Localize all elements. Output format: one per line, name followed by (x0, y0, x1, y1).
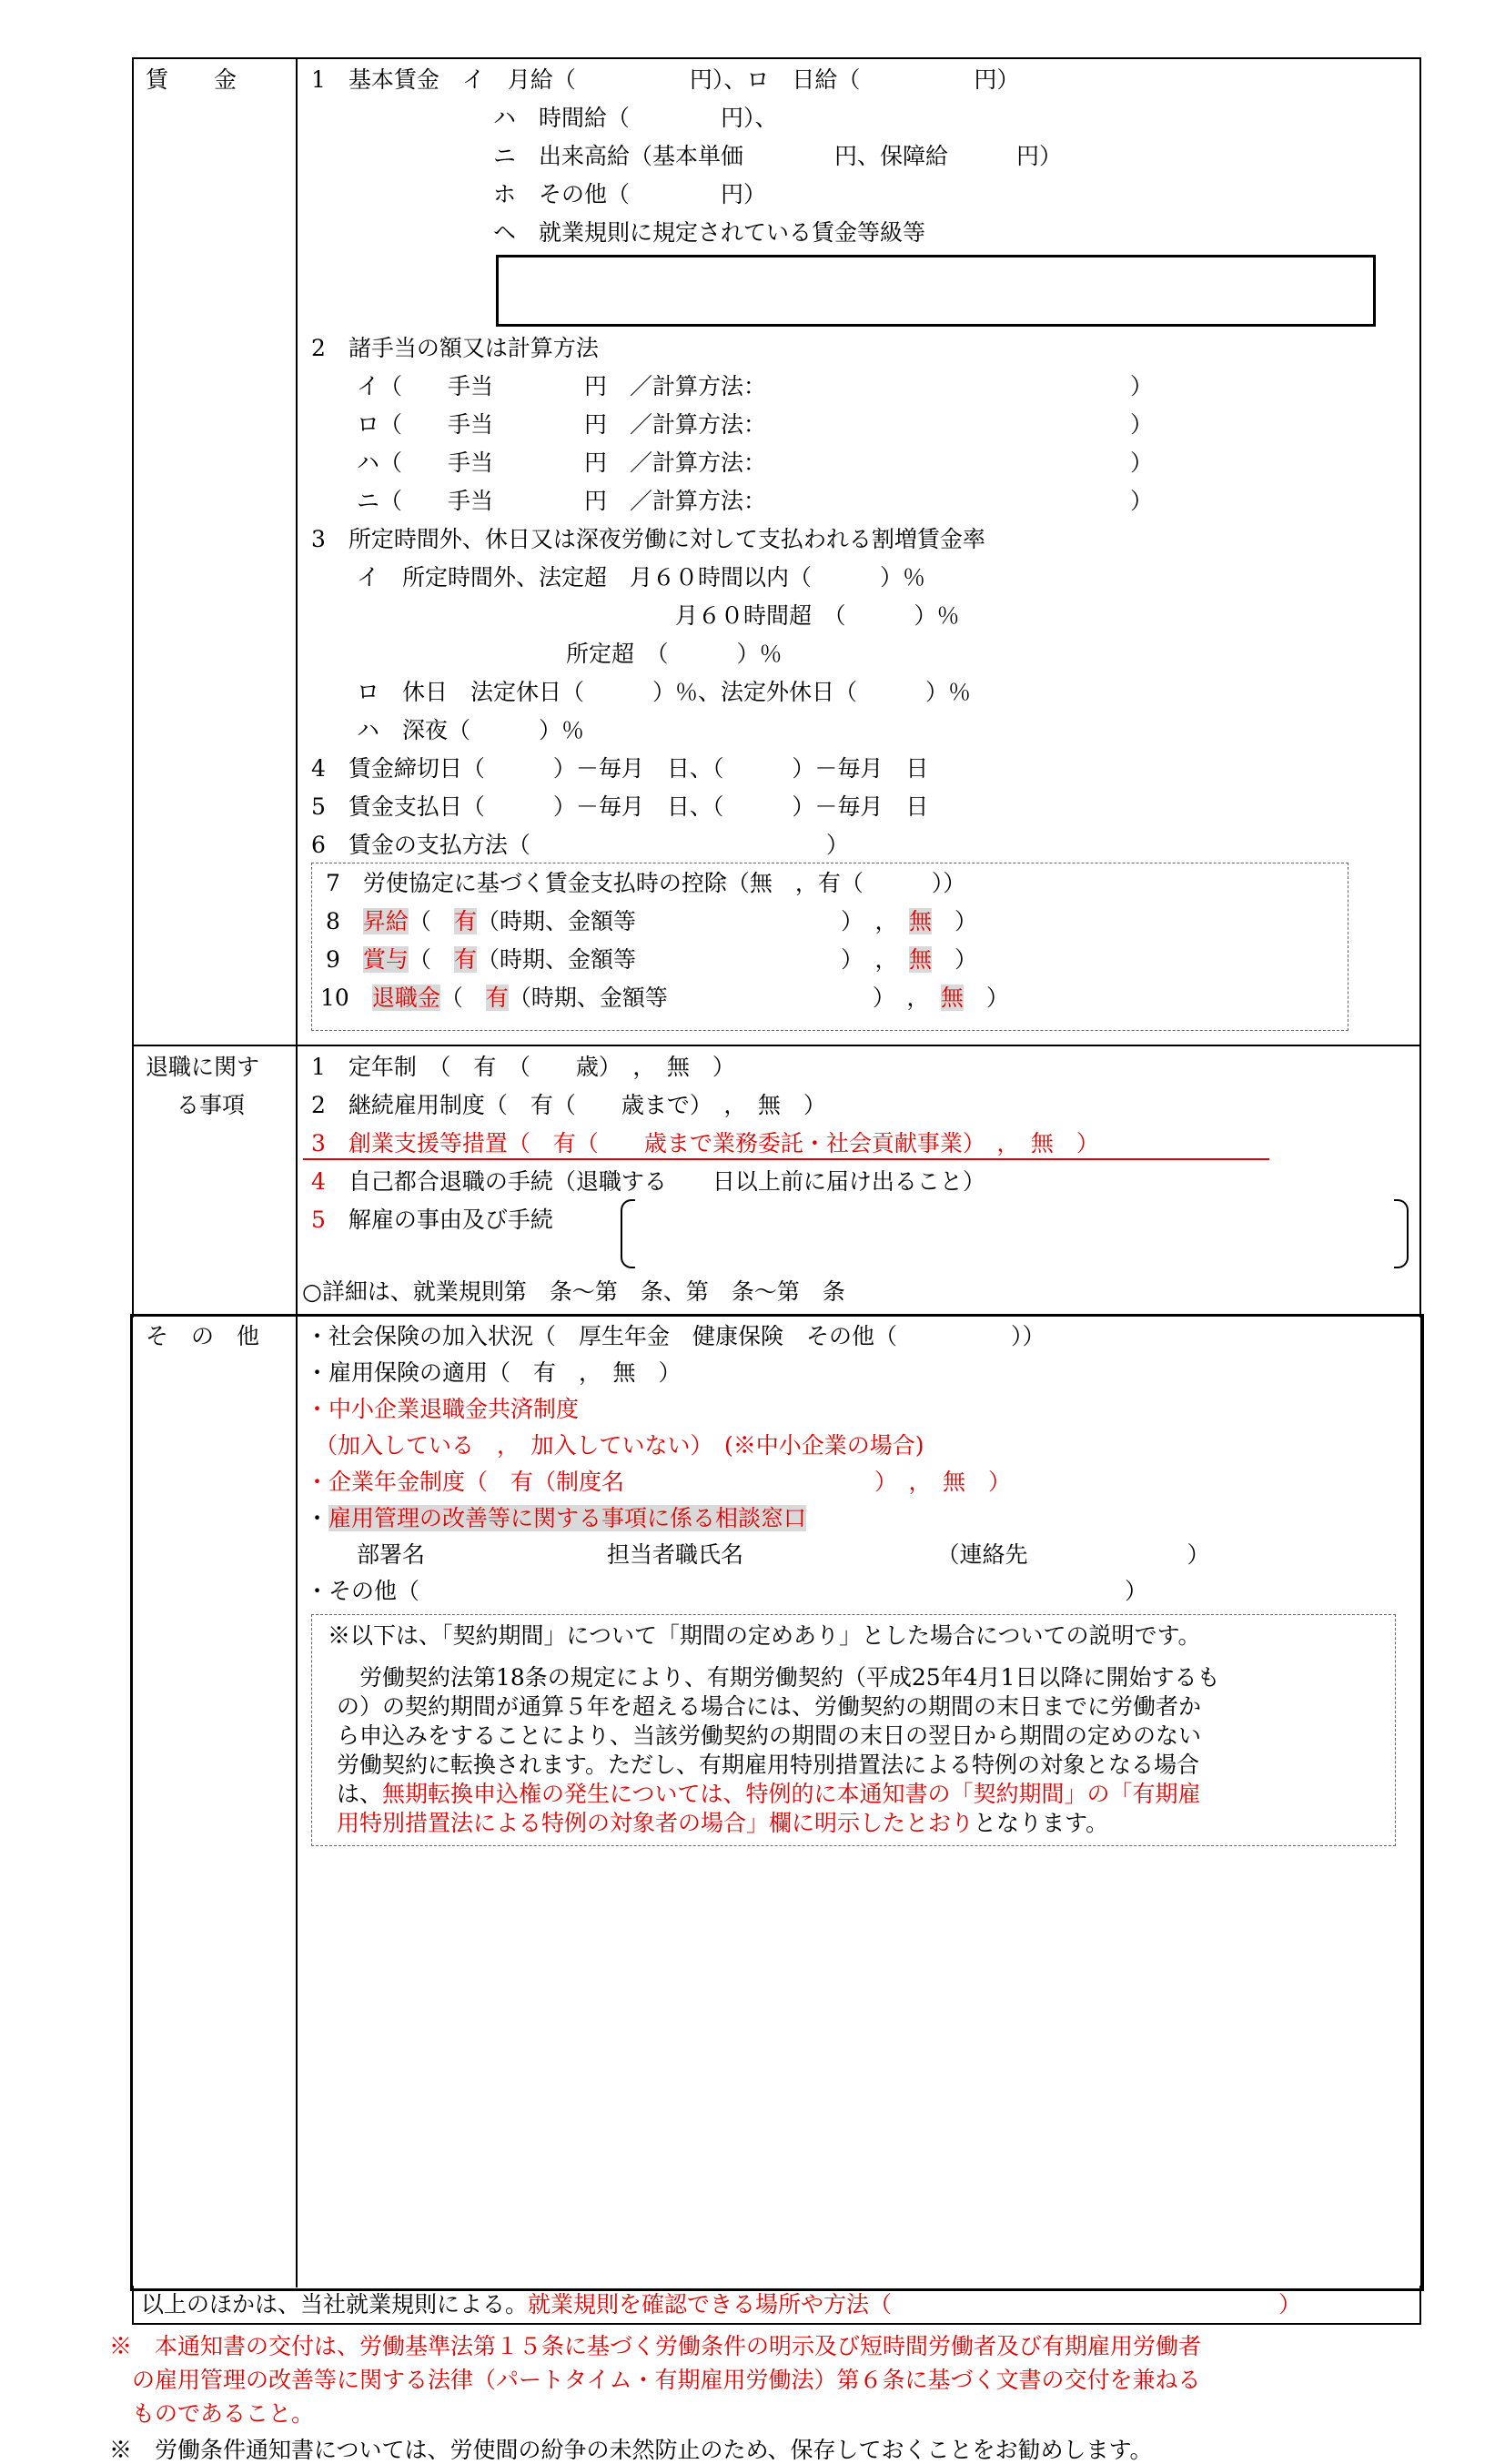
other-column-divider (296, 1314, 298, 2287)
paren-open: （ (408, 908, 454, 934)
premium-overtime-60: 月６０時間超 （ ）％ (675, 602, 960, 629)
paren-close: ） (931, 946, 977, 973)
note-text: は、 (337, 1781, 383, 1807)
premium-overtime: イ 所定時間外、法定超 月６０時間以内（ ）％ (357, 564, 926, 591)
retirement-allowance-no[interactable]: 無 (940, 985, 964, 1011)
bullet: ・ (306, 1396, 329, 1422)
retire-header-1: 退職に関す (146, 1054, 260, 1080)
wage-cutoff-day: 4 賃金締切日（ ）－毎月 日、（ ）－毎月 日 (311, 755, 929, 782)
bullet: ・ (306, 1505, 329, 1531)
note-line (337, 1810, 1108, 1837)
item-number: 5 (311, 1207, 326, 1233)
bonus-yes[interactable]: 有 (453, 946, 477, 973)
retirement-allowance-label: 退職金 (371, 985, 440, 1011)
table-right-border (1419, 57, 1421, 1318)
allowance-close: ） (1130, 488, 1154, 514)
bonus-details: （時期、金額等 ） ， (476, 946, 909, 973)
bonus-number: 9 (326, 946, 363, 973)
paren-open: （ (408, 946, 454, 973)
wage-grade-input-box[interactable] (496, 255, 1376, 327)
pay-raise-label: 昇給 (362, 908, 409, 934)
allowance-row: ニ（ 手当 円 ／計算方法： (357, 488, 767, 514)
dismissal-bracket-right (1394, 1199, 1409, 1268)
bullet: ・ (306, 1469, 329, 1495)
allowance-close: ） (1130, 449, 1154, 476)
dismissal-reasons (311, 1207, 553, 1234)
table-top-border (132, 57, 1421, 59)
table-left-border (132, 57, 134, 1318)
note-line: の）の契約期間が通算５年を超える場合には、労働契約の期間の末日までに労働者か (337, 1693, 1202, 1720)
paren-close: ） (963, 985, 1009, 1011)
pay-raise-no[interactable]: 無 (908, 908, 932, 934)
retirement-age: 1 定年制 （ 有 （ 歳） ， 無 ） (311, 1054, 735, 1080)
retirement-allowance-number: 10 (320, 985, 372, 1011)
dismissal-bracket-left (621, 1199, 635, 1268)
item-number: 4 (311, 1168, 326, 1195)
other-misc: ・その他（ ） (306, 1578, 1148, 1604)
basic-wage-line-5: ヘ 就業規則に規定されている賃金等級等 (493, 219, 926, 246)
note-line: 労働契約に転換されます。ただし、有期雇用特別措置法による特例の対象となる場合 (337, 1752, 1200, 1778)
bonus-label: 賞与 (362, 946, 409, 973)
basic-wage-line-4: ホ その他（ 円） (493, 181, 767, 207)
retirement-allowance-details: （時期、金額等 ） ， (508, 985, 941, 1011)
allowance-row: ハ（ 手当 円 ／計算方法： (357, 449, 767, 476)
wage-payment-method: 6 賃金の支払方法（ ） (311, 832, 849, 858)
footnote: ものであること。 (109, 2400, 315, 2427)
allowance-row: イ（ 手当 円 ／計算方法： (357, 373, 767, 399)
footnote: の雇用管理の改善等に関する法律（パートタイム・有期雇用労働法）第６条に基づく文書の交付を兼ねる (109, 2367, 1201, 2393)
paren-close: ） (931, 908, 977, 934)
deduction-line: 7 労使協定に基づく賃金支払時の控除（無 ，有（ ）） (326, 870, 966, 896)
corporate-pension-text: 企業年金制度（ 有（制度名 ） ， 無 ） (328, 1469, 1012, 1495)
social-insurance: ・社会保険の加入状況（ 厚生年金 健康保険 その他（ ）） (306, 1323, 1045, 1349)
paren-open: （ (439, 985, 486, 1011)
note-line: ら申込みをすることにより、当該労働契約の期間の末日の翌日から期間の定めのない (337, 1722, 1202, 1749)
red-underline (303, 1158, 1269, 1160)
premium-scheduled: 所定超 （ ）％ (566, 641, 783, 667)
allowance-close: ） (1130, 373, 1154, 399)
footnote: ※ 労働条件通知書については、労使間の紛争の未然防止のため、保存しておくことをお勧めします。 (109, 2437, 1153, 2463)
work-rules-line (141, 2291, 1301, 2318)
column-divider (296, 57, 298, 1318)
footnote: ※ 本通知書の交付は、労働基準法第１５条に基づく労働条件の明示及び短時間労働者及び有期雇用労働者 (109, 2333, 1202, 2359)
premium-title: 3 所定時間外、休日又は深夜労働に対して支払われる割増賃金率 (311, 526, 985, 552)
note-title: ※以下は、「契約期間」について「期間の定めあり」とした場合についての説明です。 (328, 1622, 1201, 1649)
employment-insurance: ・雇用保険の適用（ 有 ， 無 ） (306, 1359, 682, 1386)
contact-details: 部署名 担当者職氏名 （連絡先 ） (357, 1541, 1210, 1568)
voluntary-resignation-text: 自己都合退職の手続（退職する 日以上前に届け出ること） (325, 1168, 985, 1195)
allowance-close: ） (1130, 411, 1154, 438)
wages-header: 賃 金 (146, 66, 237, 93)
pay-raise-yes[interactable]: 有 (453, 908, 477, 934)
pay-raise-number: 8 (326, 908, 363, 934)
consultation-desk-label: 雇用管理の改善等に関する事項に係る相談窓口 (328, 1505, 807, 1531)
note-line (337, 1781, 1201, 1808)
pay-raise-details: （時期、金額等 ） ， (476, 908, 909, 934)
basic-wage-line-3: ニ 出来高給（基本単価 円、保障給 円） (493, 143, 1063, 169)
smb-enrollment-status: （加入している ， 加入していない） (※中小企業の場合) (315, 1432, 924, 1459)
allowance-row: ロ（ 手当 円 ／計算方法： (357, 411, 767, 438)
premium-holiday: ロ 休日 法定休日（ ）％、法定外休日（ ）％ (357, 679, 972, 705)
basic-wage-line-2: ハ 時間給（ 円）、 (493, 105, 778, 131)
basic-wage-line-1: 1 基本賃金 イ 月給（ 円）、ロ 日給（ 円） (311, 66, 1020, 93)
note-highlight: 用特別措置法による特例の対象者の場合」欄に明示したとおり (337, 1810, 975, 1836)
footer-row-left (132, 2286, 134, 2324)
note-line: 労働契約法第18条の規定により、有期労働契約（平成25年4月1日以降に開始するも (337, 1664, 1220, 1691)
retirement-allowance-line (320, 985, 1009, 1012)
row-divider-wages (132, 1045, 1421, 1046)
pay-raise-line (326, 908, 977, 935)
work-rules-reference: ○詳細は、就業規則第 条～第 条、第 条～第 条 (302, 1278, 845, 1305)
retire-header-2: る事項 (177, 1092, 246, 1118)
footer-row-right (1419, 2286, 1421, 2324)
note-text: となります。 (974, 1810, 1109, 1836)
continued-employment: 2 継続雇用制度（ 有（ 歳まで） ， 無 ） (311, 1092, 826, 1118)
bonus-line (326, 946, 977, 974)
business-support-measures: 3 創業支援等措置（ 有（ 歳まで業務委託・社会貢献事業） ， 無 ） (311, 1130, 1099, 1156)
premium-night: ハ 深夜（ ）％ (357, 717, 585, 743)
work-rules-text: 以上のほかは、当社就業規則による。 (141, 2291, 529, 2318)
smb-retirement-mutual-aid (306, 1396, 579, 1423)
smb-retirement-mutual-aid-label: 中小企業退職金共済制度 (328, 1396, 580, 1422)
note-highlight: 無期転換申込権の発生については、特例的に本通知書の「契約期間」の「有期雇 (382, 1781, 1201, 1807)
consultation-desk (306, 1505, 806, 1532)
wage-pay-day: 5 賃金支払日（ ）－毎月 日、（ ）－毎月 日 (311, 793, 929, 820)
other-header: そ の 他 (146, 1323, 260, 1349)
footer-row-bottom (132, 2323, 1421, 2325)
work-rules-location: 就業規則を確認できる場所や方法（ ） (528, 2291, 1302, 2318)
voluntary-resignation (311, 1168, 985, 1196)
bonus-no[interactable]: 無 (908, 946, 932, 973)
allowance-title: 2 諸手当の額又は計算方法 (311, 335, 599, 361)
retirement-allowance-yes[interactable]: 有 (485, 985, 509, 1011)
dismissal-reasons-text: 解雇の事由及び手続 (325, 1207, 553, 1233)
corporate-pension (306, 1469, 1011, 1496)
